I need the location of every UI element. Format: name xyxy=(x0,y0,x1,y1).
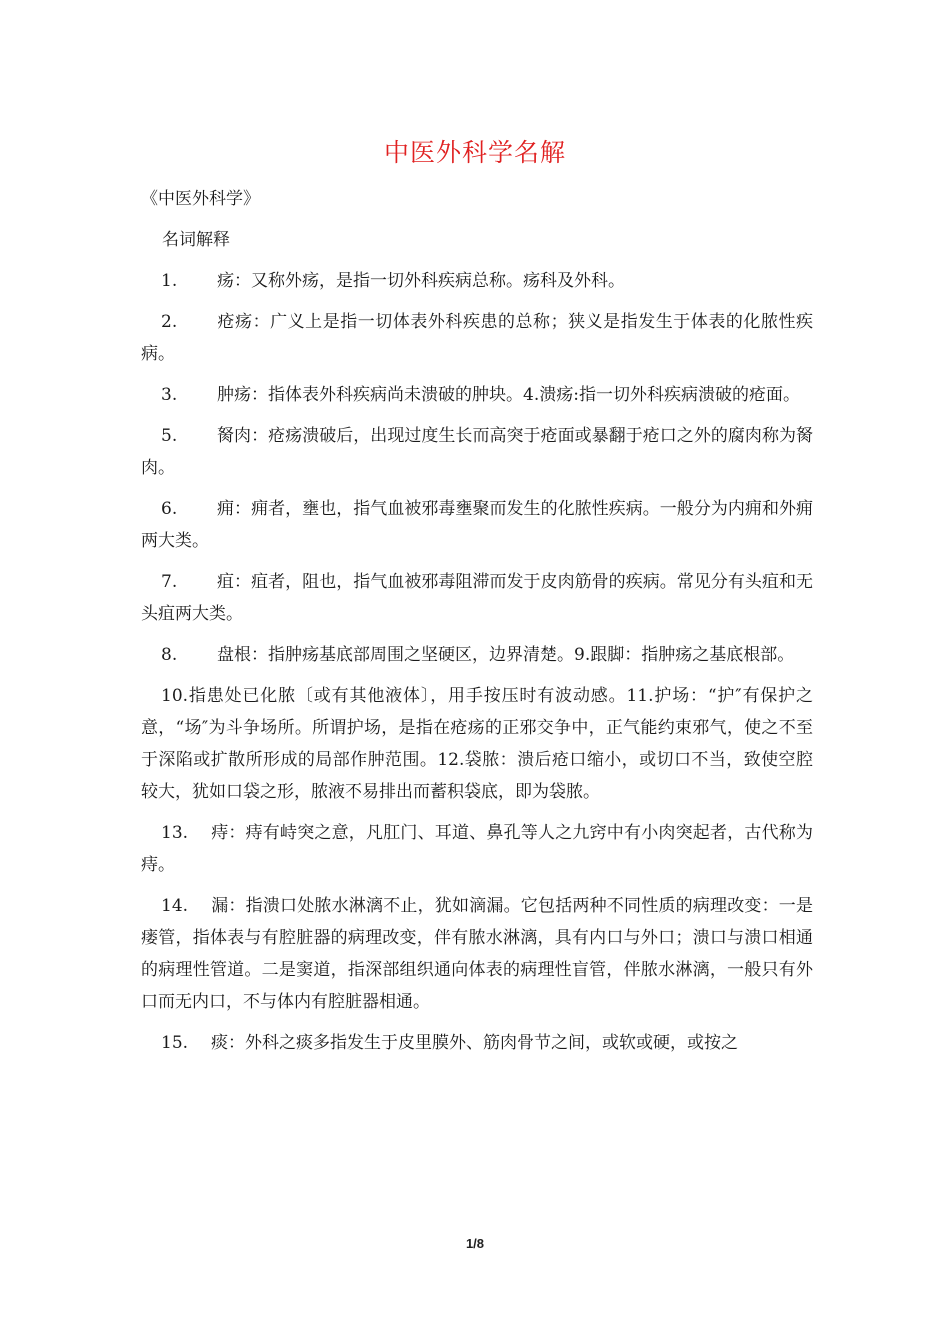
entry-number: 13. xyxy=(161,823,189,843)
entry-number: 14. xyxy=(161,896,189,916)
entry-number: 1. xyxy=(161,271,178,291)
entry-text: 痔：痔有峙突之意，凡肛门、耳道、鼻孔等人之九窍中有小肉突起者，古代称为痔。 xyxy=(141,823,813,875)
entry-text: 肿疡：指体表外科疾病尚未溃破的肿块。4.溃疡:指一切外科疾病溃破的疮面。 xyxy=(217,385,800,405)
entry-number: 5. xyxy=(161,426,178,446)
glossary-entry-15 xyxy=(141,1027,813,1059)
entry-text: 漏：指溃口处脓水淋漓不止，犹如滴漏。它包括两种不同性质的病理改变：一是瘘管，指体表与有腔脏器的病理改变，伴有脓水淋漓，具有内口与外口；溃口与溃口相通的病理性管道。二是窦道，指深部组织通向体表的病理性盲管，伴脓水淋漓，一般只有外口而无内口，不与体内有腔脏器相通。 xyxy=(141,896,813,1012)
glossary-entry-8 xyxy=(141,639,813,671)
entry-number: 15. xyxy=(161,1033,189,1053)
entry-text: 痈：痈者，壅也，指气血被邪毒壅聚而发生的化脓性疾病。一般分为内痈和外痈两大类。 xyxy=(141,499,813,551)
entry-text: 10.指患处已化脓〔或有其他液体〕，用手按压时有波动感。11.护场：“护″有保护之意，“场″为斗争场所。所谓护场，是指在疮疡的正邪交争中，正气能约束邪气，使之不至于深陷或扩散所形成的局部作肿范围。12.袋脓：溃后疮口缩小，或切口不当，致使空腔较大，犹如口袋之形，脓液不易排出而蓄积袋底，即为袋脓。 xyxy=(141,686,813,802)
glossary-entry-2 xyxy=(141,306,813,370)
entry-number: 2. xyxy=(161,312,178,332)
entry-text: 疽：疽者，阻也，指气血被邪毒阻滞而发于皮肉筋骨的疾病。常见分有头疽和无头疽两大类。 xyxy=(141,572,813,624)
glossary-entry-1 xyxy=(141,265,813,297)
entry-number: 7. xyxy=(161,572,178,592)
glossary-entry-5 xyxy=(141,420,813,484)
page-number: 1/8 xyxy=(465,1236,485,1251)
entry-number: 8. xyxy=(161,645,178,665)
document-body xyxy=(141,183,813,1068)
entry-number: 6. xyxy=(161,499,178,519)
document-title: 中医外科学名解 xyxy=(383,138,566,167)
glossary-entry-10 xyxy=(141,680,813,808)
glossary-entry-14 xyxy=(141,890,813,1018)
entry-number: 3. xyxy=(161,385,178,405)
entry-text: 疮疡：广义上是指一切体表外科疾患的总称；狭义是指发生于体表的化脓性疾病。 xyxy=(141,312,813,364)
entry-text: 胬肉：疮疡溃破后，出现过度生长而高突于疮面或暴翻于疮口之外的腐肉称为胬肉。 xyxy=(141,426,813,478)
entry-text: 痰：外科之痰多指发生于皮里膜外、筋肉骨节之间，或软或硬，或按之 xyxy=(211,1033,738,1053)
section-heading: 名词解释 xyxy=(162,230,230,250)
glossary-entry-7 xyxy=(141,566,813,630)
glossary-entry-3 xyxy=(141,379,813,411)
entry-text: 疡：又称外疡，是指一切外科疾病总称。疡科及外科。 xyxy=(217,271,625,291)
entry-text: 盘根：指肿疡基底部周围之坚硬区，边界清楚。9.跟脚：指肿疡之基底根部。 xyxy=(217,645,795,665)
book-title: 《中医外科学》 xyxy=(141,189,260,209)
glossary-entry-13 xyxy=(141,817,813,881)
glossary-entry-6 xyxy=(141,493,813,557)
